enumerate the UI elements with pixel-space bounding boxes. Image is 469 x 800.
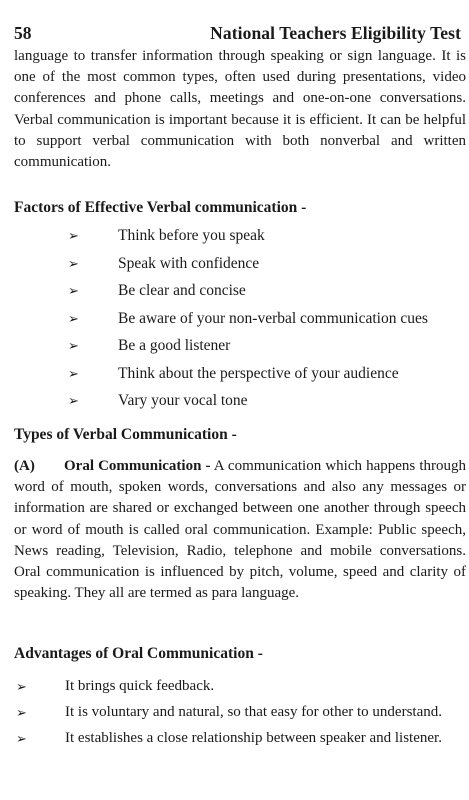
arrow-bullet-icon: ➢ [68,339,79,354]
list-item-text: Speak with confidence [118,254,260,272]
page-number: 58 [14,23,32,43]
list-item [16,702,466,724]
list-item [68,337,428,365]
list-item [16,728,466,750]
arrow-bullet-icon: ➢ [68,284,79,299]
oral-communication-paragraph [14,456,466,604]
list-item [68,282,428,310]
types-heading: Types of Verbal Communication - [14,426,237,443]
arrow-bullet-icon: ➢ [68,394,79,409]
advantages-heading: Advantages of Oral Communication - [14,645,263,662]
section-label: (A) [14,458,35,474]
list-item-text: It establishes a close relationship between speaker and listener. [65,730,442,747]
page-header [14,23,461,47]
arrow-bullet-icon: ➢ [16,732,27,748]
list-item-text: Vary your vocal tone [118,392,248,409]
list-item [68,255,428,283]
oral-communication-text: A communication which happens through word of mouth, spoken words, conversations and also any messages or information are shared or exchanged between one another through speech or word of mouth is called oral communication. Example: Public speech, News reading, Television, Radio, telephone and mobile conversations. Oral communication is influenced by pitch, volume, speed and clarity of speaking. They all are termed as para language. [14,458,466,602]
oral-communication-title: Oral Communication - [64,458,211,474]
arrow-bullet-icon: ➢ [68,311,79,327]
list-item [68,310,428,338]
intro-paragraph: language to transfer information through speaking or sign language. It is one of the most common types, often used during presentations, video conferences and phone calls, meetings and one-on-one conversations. Verbal communication is important because it is efficient. It can be helpful to support verbal communication with both nonverbal and written communication. [14,48,466,171]
list-item-text: Be clear and concise [118,282,246,299]
arrow-bullet-icon: ➢ [16,680,27,695]
list-item-text: Be aware of your non-verbal communication cues [118,309,428,327]
list-item [68,392,428,420]
list-item-text: Be a good listener [118,337,231,354]
arrow-bullet-icon: ➢ [68,256,79,272]
advantages-list [16,676,466,755]
list-item [68,365,428,393]
book-title: National Teachers Eligibility Test [210,23,461,43]
factors-heading: Factors of Effective Verbal communication - [14,199,307,216]
list-item [16,676,466,698]
list-item [68,227,428,255]
arrow-bullet-icon: ➢ [68,366,79,382]
arrow-bullet-icon: ➢ [68,229,79,244]
list-item-text: Think about the perspective of your audience [118,364,399,382]
list-item-text: Think before you speak [118,227,265,244]
arrow-bullet-icon: ➢ [16,706,27,722]
list-item-text: It is voluntary and natural, so that easy for other to understand. [65,704,442,721]
factors-list [68,227,428,420]
list-item-text: It brings quick feedback. [65,678,215,694]
